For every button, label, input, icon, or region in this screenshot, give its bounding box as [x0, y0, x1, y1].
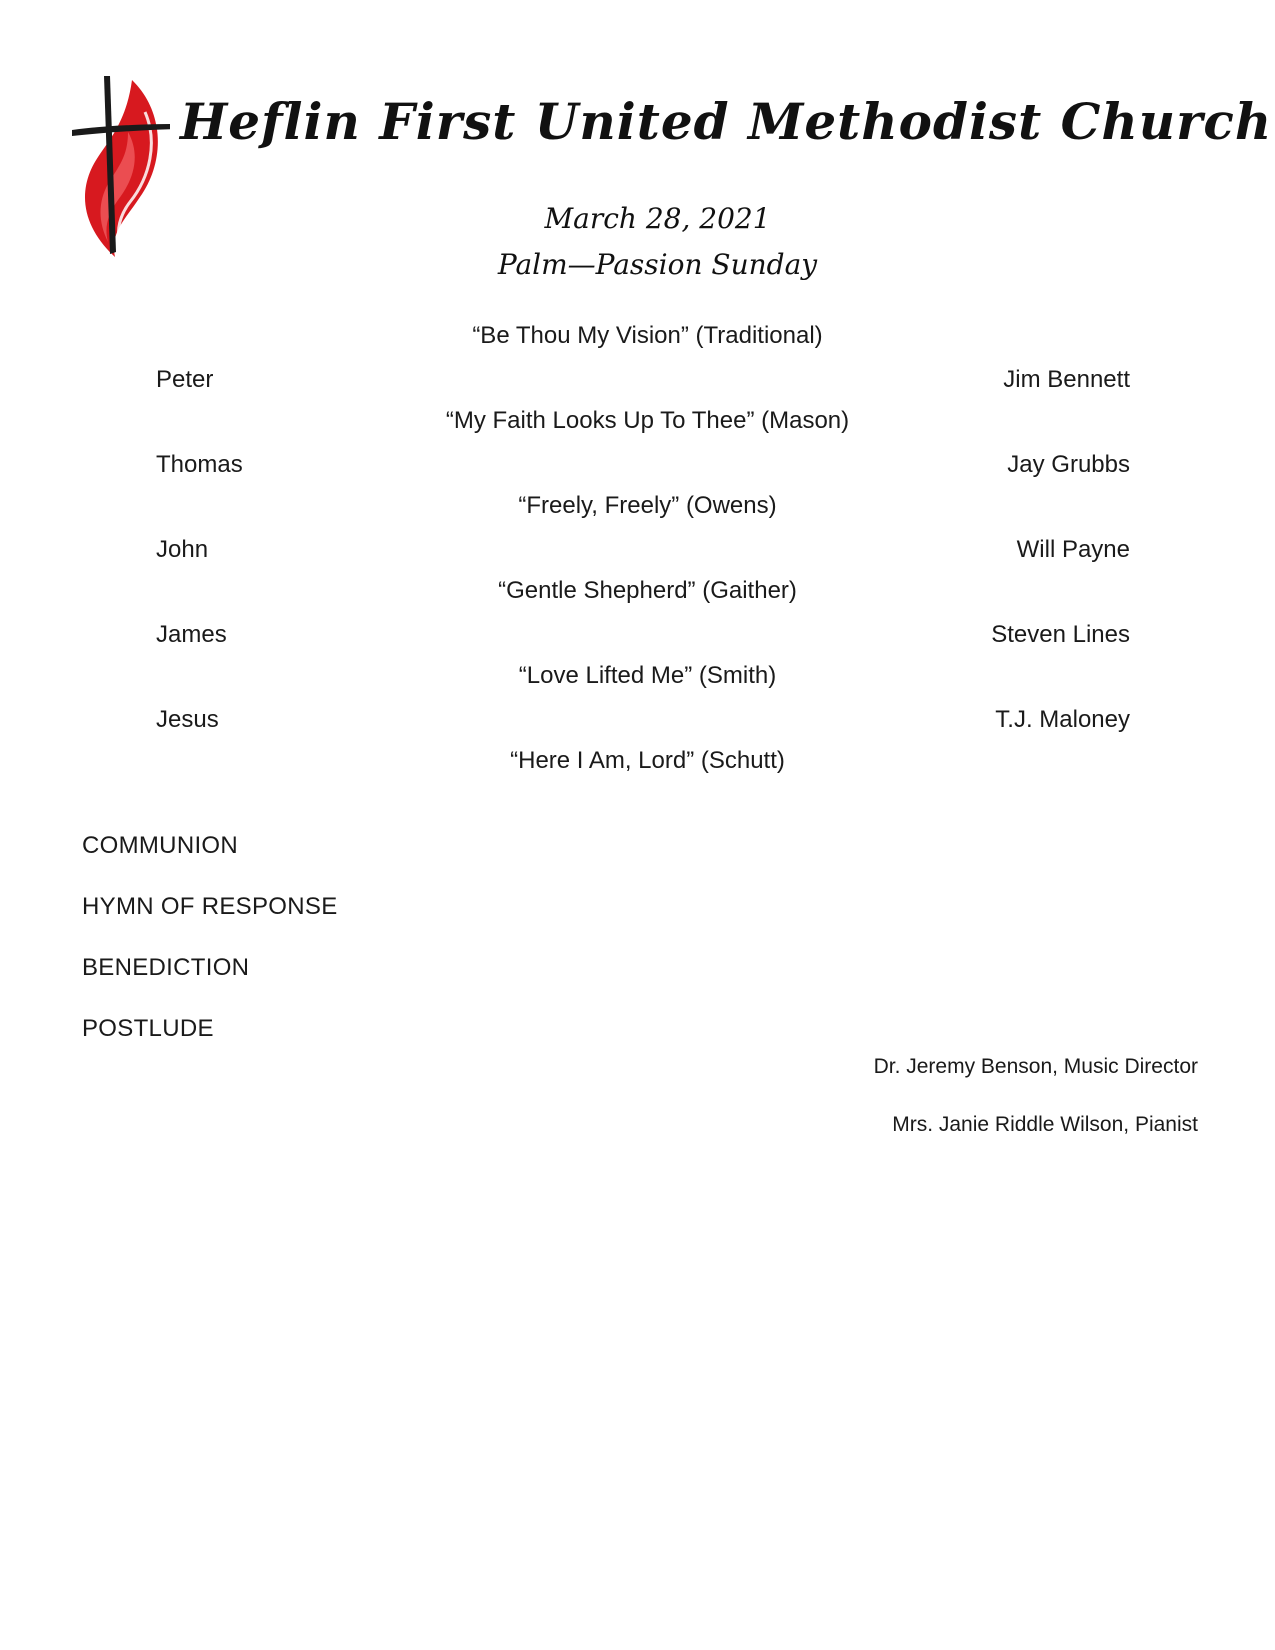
role-row — [0, 451, 1275, 483]
song-title: “Here I Am, Lord” (Schutt) — [510, 747, 785, 774]
role-row — [0, 366, 1275, 398]
performer-name: Jay Grubbs — [1007, 451, 1130, 478]
song-title: “Be Thou My Vision” (Traditional) — [472, 322, 823, 349]
order-item-postlude: POSTLUDE — [82, 1015, 214, 1042]
church-name: Heflin First United Methodist Church — [180, 92, 1273, 151]
performer-name: Jim Bennett — [1003, 366, 1130, 393]
song-title: “My Faith Looks Up To Thee” (Mason) — [445, 407, 850, 434]
role-name: James — [156, 621, 227, 648]
role-name: John — [156, 536, 209, 563]
performer-name: T.J. Maloney — [995, 706, 1130, 733]
role-name: Jesus — [156, 706, 219, 733]
performer-name: Will Payne — [1016, 536, 1130, 563]
role-name: Peter — [156, 366, 214, 393]
service-date: March 28, 2021 — [544, 202, 771, 235]
song-title: “Freely, Freely” (Owens) — [518, 492, 777, 519]
role-row — [0, 621, 1275, 653]
song-title: “Gentle Shepherd” (Gaither) — [498, 577, 797, 604]
song-title: “Love Lifted Me” (Smith) — [518, 662, 777, 689]
credit-pianist: Mrs. Janie Riddle Wilson, Pianist — [892, 1113, 1198, 1136]
order-item-hymn-of-response: HYMN OF RESPONSE — [82, 893, 338, 920]
role-row — [0, 706, 1275, 738]
service-name: Palm—Passion Sunday — [497, 248, 818, 281]
order-item-communion: COMMUNION — [82, 832, 239, 859]
role-name: Thomas — [156, 451, 243, 478]
order-item-benediction: BENEDICTION — [82, 954, 250, 981]
credit-music-director: Dr. Jeremy Benson, Music Director — [873, 1055, 1198, 1078]
role-row — [0, 536, 1275, 568]
performer-name: Steven Lines — [991, 621, 1130, 648]
